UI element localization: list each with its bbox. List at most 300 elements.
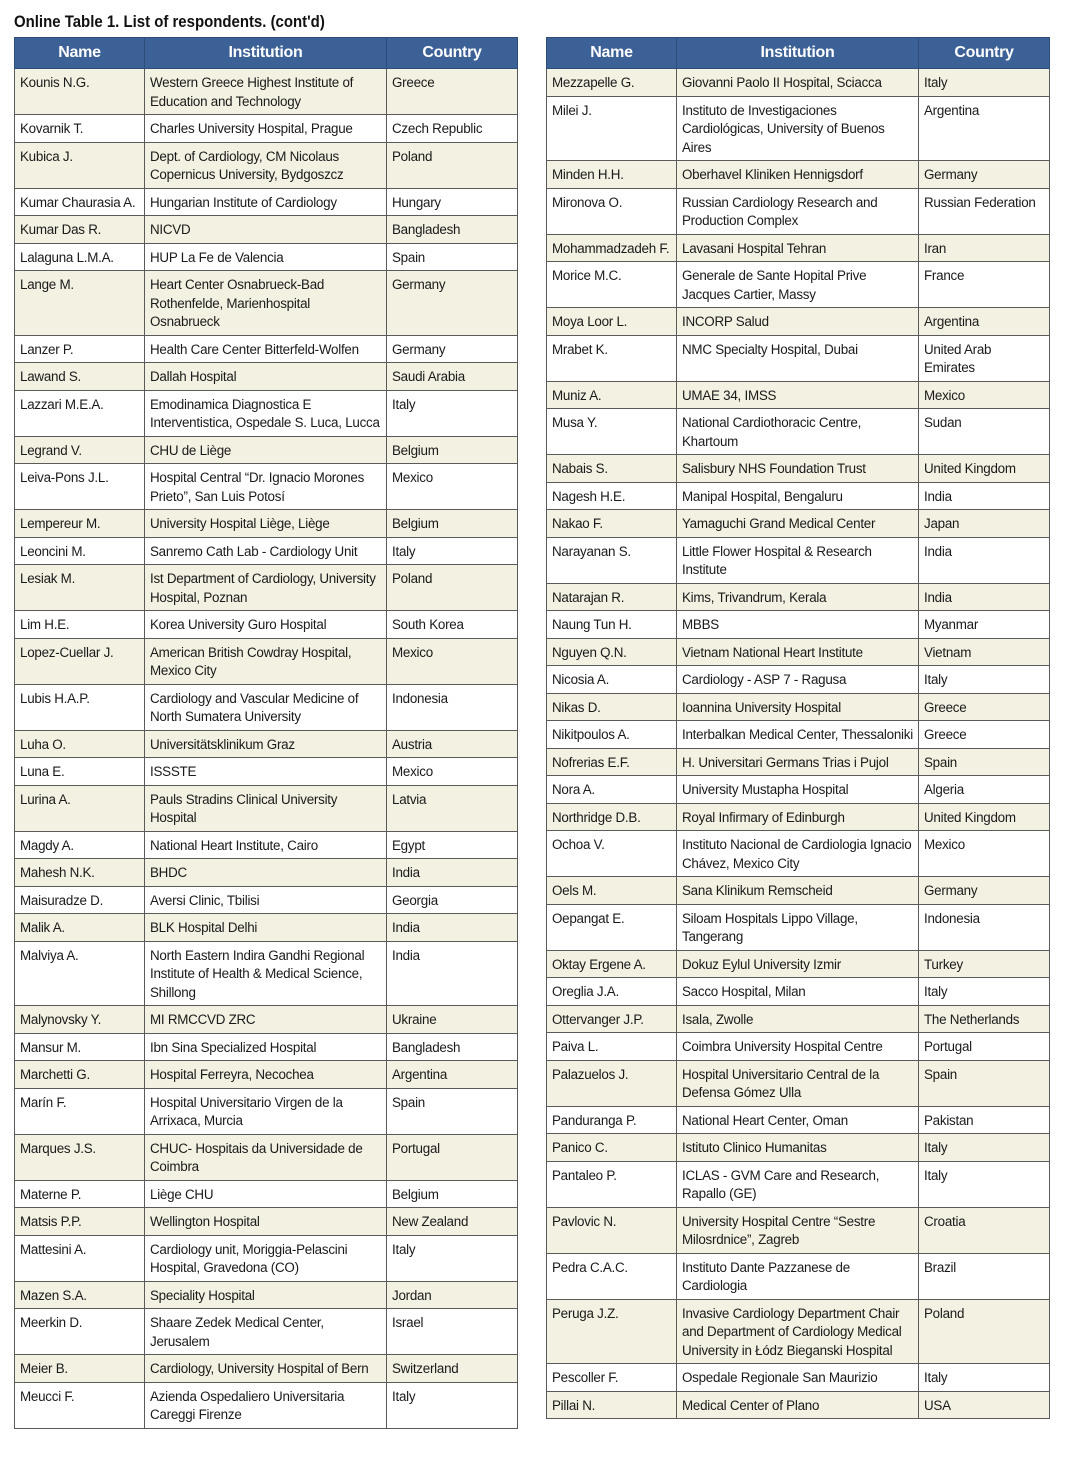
cell-institution: National Cardiothoracic Centre, Khartoum — [677, 409, 919, 455]
cell-country: USA — [919, 1391, 1050, 1419]
cell-country: Turkey — [919, 950, 1050, 978]
header-institution: Institution — [145, 38, 387, 69]
cell-country: Japan — [919, 510, 1050, 538]
cell-name: Nofrerias E.F. — [547, 748, 677, 776]
header-name: Name — [15, 38, 145, 69]
table-row — [547, 831, 1050, 877]
cell-country: Mexico — [919, 381, 1050, 409]
cell-institution: University Hospital Liège, Liège — [145, 510, 387, 538]
cell-institution: Hungarian Institute of Cardiology — [145, 188, 387, 216]
cell-name: Lesiak M. — [15, 565, 145, 611]
cell-country: Poland — [919, 1299, 1050, 1364]
cell-country: Germany — [919, 877, 1050, 905]
table-row — [15, 859, 518, 887]
cell-name: Materne P. — [15, 1180, 145, 1208]
table-row — [547, 1033, 1050, 1061]
page-title: Online Table 1. List of respondents. (cont'd) — [14, 12, 325, 31]
table-row — [15, 565, 518, 611]
cell-name: Lazzari M.E.A. — [15, 390, 145, 436]
cell-country: Italy — [919, 1134, 1050, 1162]
cell-name: Pavlovic N. — [547, 1207, 677, 1253]
cell-country: Mexico — [387, 464, 518, 510]
cell-country: Italy — [387, 1235, 518, 1281]
cell-institution: Cardiology and Vascular Medicine of North Sumatera University — [145, 684, 387, 730]
table-row — [15, 638, 518, 684]
cell-institution: Speciality Hospital — [145, 1281, 387, 1309]
table-header-row — [547, 38, 1050, 69]
cell-institution: Medical Center of Plano — [677, 1391, 919, 1419]
cell-institution: Dallah Hospital — [145, 363, 387, 391]
cell-name: Kounis N.G. — [15, 69, 145, 115]
cell-name: Mahesh N.K. — [15, 859, 145, 887]
cell-name: Legrand V. — [15, 436, 145, 464]
cell-name: Nicosia A. — [547, 666, 677, 694]
cell-institution: ICLAS - GVM Care and Research, Rapallo (GE) — [677, 1161, 919, 1207]
cell-institution: Pauls Stradins Clinical University Hospital — [145, 785, 387, 831]
cell-name: Pillai N. — [547, 1391, 677, 1419]
cell-country: Greece — [919, 721, 1050, 749]
table-row — [547, 537, 1050, 583]
header-country: Country — [919, 38, 1050, 69]
cell-country: Germany — [387, 335, 518, 363]
table-row — [15, 436, 518, 464]
table-row — [15, 1281, 518, 1309]
table-row — [15, 914, 518, 942]
cell-name: Nikas D. — [547, 693, 677, 721]
cell-institution: Isala, Zwolle — [677, 1005, 919, 1033]
cell-institution: BLK Hospital Delhi — [145, 914, 387, 942]
cell-country: Argentina — [387, 1061, 518, 1089]
cell-country: Greece — [919, 693, 1050, 721]
cell-country: Spain — [387, 243, 518, 271]
cell-institution: Hospital Central “Dr. Ignacio Morones Prieto”, San Luis Potosí — [145, 464, 387, 510]
cell-name: Pescoller F. — [547, 1364, 677, 1392]
table-row — [547, 1299, 1050, 1364]
cell-name: Malviya A. — [15, 941, 145, 1006]
cell-institution: Interbalkan Medical Center, Thessaloniki — [677, 721, 919, 749]
cell-institution: Vietnam National Heart Institute — [677, 638, 919, 666]
cell-name: Nikitpoulos A. — [547, 721, 677, 749]
cell-name: Lempereur M. — [15, 510, 145, 538]
cell-country: Indonesia — [919, 904, 1050, 950]
table-row — [15, 730, 518, 758]
table-row — [15, 69, 518, 115]
cell-country: Spain — [387, 1088, 518, 1134]
cell-name: Magdy A. — [15, 831, 145, 859]
cell-name: Moya Loor L. — [547, 308, 677, 336]
table-row — [15, 216, 518, 244]
header-country: Country — [387, 38, 518, 69]
table-body-left — [15, 69, 518, 1429]
cell-name: Oktay Ergene A. — [547, 950, 677, 978]
header-institution: Institution — [677, 38, 919, 69]
cell-institution: NICVD — [145, 216, 387, 244]
cell-name: Lim H.E. — [15, 611, 145, 639]
cell-name: Peruga J.Z. — [547, 1299, 677, 1364]
cell-country: Indonesia — [387, 684, 518, 730]
cell-name: Nagesh H.E. — [547, 482, 677, 510]
cell-name: Oepangat E. — [547, 904, 677, 950]
table-row — [15, 1134, 518, 1180]
cell-name: Kumar Das R. — [15, 216, 145, 244]
table-row — [547, 482, 1050, 510]
cell-name: Nakao F. — [547, 510, 677, 538]
respondents-table-left — [14, 37, 518, 1429]
cell-institution: CHU de Liège — [145, 436, 387, 464]
cell-institution: Wellington Hospital — [145, 1208, 387, 1236]
cell-country: Belgium — [387, 510, 518, 538]
table-row — [15, 1088, 518, 1134]
cell-name: Mansur M. — [15, 1033, 145, 1061]
table-row — [547, 1391, 1050, 1419]
cell-name: Nora A. — [547, 776, 677, 804]
table-row — [547, 638, 1050, 666]
cell-institution: CHUC- Hospitais da Universidade de Coimbra — [145, 1134, 387, 1180]
cell-name: Luna E. — [15, 758, 145, 786]
cell-country: Myanmar — [919, 611, 1050, 639]
cell-country: Italy — [919, 1364, 1050, 1392]
cell-name: Marques J.S. — [15, 1134, 145, 1180]
cell-institution: Manipal Hospital, Bengaluru — [677, 482, 919, 510]
cell-country: Germany — [387, 271, 518, 336]
cell-institution: Coimbra University Hospital Centre — [677, 1033, 919, 1061]
cell-country: The Netherlands — [919, 1005, 1050, 1033]
cell-institution: University Mustapha Hospital — [677, 776, 919, 804]
cell-name: Narayanan S. — [547, 537, 677, 583]
cell-institution: Liège CHU — [145, 1180, 387, 1208]
cell-institution: Ibn Sina Specialized Hospital — [145, 1033, 387, 1061]
cell-institution: Oberhavel Kliniken Hennigsdorf — [677, 161, 919, 189]
table-row — [547, 188, 1050, 234]
cell-institution: Salisbury NHS Foundation Trust — [677, 455, 919, 483]
cell-institution: HUP La Fe de Valencia — [145, 243, 387, 271]
cell-name: Natarajan R. — [547, 583, 677, 611]
table-row — [547, 1005, 1050, 1033]
cell-name: Muniz A. — [547, 381, 677, 409]
cell-country: Czech Republic — [387, 115, 518, 143]
table-row — [547, 234, 1050, 262]
cell-name: Pantaleo P. — [547, 1161, 677, 1207]
table-row — [15, 115, 518, 143]
table-row — [547, 308, 1050, 336]
cell-institution: Generale de Sante Hopital Prive Jacques Cartier, Massy — [677, 262, 919, 308]
header-name: Name — [547, 38, 677, 69]
cell-country: Italy — [919, 1161, 1050, 1207]
table-row — [15, 1235, 518, 1281]
cell-name: Minden H.H. — [547, 161, 677, 189]
cell-country: India — [387, 859, 518, 887]
cell-country: South Korea — [387, 611, 518, 639]
cell-country: Italy — [387, 390, 518, 436]
cell-institution: Emodinamica Diagnostica E Interventistica, Ospedale S. Luca, Lucca — [145, 390, 387, 436]
cell-name: Luha O. — [15, 730, 145, 758]
cell-institution: Royal Infirmary of Edinburgh — [677, 803, 919, 831]
cell-institution: Dept. of Cardiology, CM Nicolaus Copernicus University, Bydgoszcz — [145, 142, 387, 188]
cell-country: New Zealand — [387, 1208, 518, 1236]
table-row — [547, 1106, 1050, 1134]
cell-institution: MBBS — [677, 611, 919, 639]
cell-country: Croatia — [919, 1207, 1050, 1253]
table-row — [547, 1060, 1050, 1106]
cell-country: Spain — [919, 748, 1050, 776]
cell-country: Ukraine — [387, 1006, 518, 1034]
cell-institution: Giovanni Paolo II Hospital, Sciacca — [677, 69, 919, 97]
cell-institution: University Hospital Centre “Sestre Milosrdnice”, Zagreb — [677, 1207, 919, 1253]
table-row — [15, 243, 518, 271]
cell-name: Lurina A. — [15, 785, 145, 831]
cell-name: Mazen S.A. — [15, 1281, 145, 1309]
cell-country: Bangladesh — [387, 1033, 518, 1061]
cell-name: Kovarnik T. — [15, 115, 145, 143]
cell-country: Egypt — [387, 831, 518, 859]
cell-country: Russian Federation — [919, 188, 1050, 234]
cell-name: Lawand S. — [15, 363, 145, 391]
cell-name: Maisuradze D. — [15, 886, 145, 914]
cell-country: France — [919, 262, 1050, 308]
table-row — [547, 335, 1050, 381]
table-row — [15, 271, 518, 336]
table-row — [15, 1208, 518, 1236]
table-row — [547, 510, 1050, 538]
cell-name: Mrabet K. — [547, 335, 677, 381]
cell-institution: Russian Cardiology Research and Production Complex — [677, 188, 919, 234]
cell-name: Nguyen Q.N. — [547, 638, 677, 666]
cell-country: Portugal — [387, 1134, 518, 1180]
cell-institution: BHDC — [145, 859, 387, 887]
cell-country: Latvia — [387, 785, 518, 831]
table-row — [15, 335, 518, 363]
cell-country: Italy — [919, 69, 1050, 97]
cell-country: Israel — [387, 1309, 518, 1355]
cell-country: Pakistan — [919, 1106, 1050, 1134]
table-row — [547, 904, 1050, 950]
table-row — [547, 950, 1050, 978]
table-row — [15, 142, 518, 188]
cell-country: Germany — [919, 161, 1050, 189]
cell-institution: ISSSTE — [145, 758, 387, 786]
cell-institution: National Heart Center, Oman — [677, 1106, 919, 1134]
table-row — [15, 510, 518, 538]
table-row — [547, 1253, 1050, 1299]
cell-institution: Aversi Clinic, Tbilisi — [145, 886, 387, 914]
cell-name: Palazuelos J. — [547, 1060, 677, 1106]
table-row — [15, 886, 518, 914]
cell-institution: North Eastern Indira Gandhi Regional Institute of Health & Medical Science, Shillong — [145, 941, 387, 1006]
cell-institution: Instituto Dante Pazzanese de Cardiologia — [677, 1253, 919, 1299]
table-row — [15, 188, 518, 216]
cell-country: Sudan — [919, 409, 1050, 455]
table-row — [547, 978, 1050, 1006]
table-row — [15, 1180, 518, 1208]
table-row — [15, 537, 518, 565]
cell-country: India — [387, 941, 518, 1006]
cell-country: Hungary — [387, 188, 518, 216]
cell-institution: Hospital Universitario Central de la Defensa Gómez Ulla — [677, 1060, 919, 1106]
table-row — [547, 1161, 1050, 1207]
cell-country: India — [919, 537, 1050, 583]
cell-institution: Kims, Trivandrum, Kerala — [677, 583, 919, 611]
table-row — [547, 1134, 1050, 1162]
cell-institution: Ist Department of Cardiology, University Hospital, Poznan — [145, 565, 387, 611]
cell-name: Mezzapelle G. — [547, 69, 677, 97]
table-row — [547, 1364, 1050, 1392]
cell-name: Morice M.C. — [547, 262, 677, 308]
cell-country: India — [387, 914, 518, 942]
cell-country: Vietnam — [919, 638, 1050, 666]
cell-name: Lopez-Cuellar J. — [15, 638, 145, 684]
table-row — [547, 776, 1050, 804]
table-body-right — [547, 69, 1050, 1419]
table-row — [547, 262, 1050, 308]
table-row — [15, 1033, 518, 1061]
table-row — [547, 1207, 1050, 1253]
cell-institution: UMAE 34, IMSS — [677, 381, 919, 409]
cell-name: Mattesini A. — [15, 1235, 145, 1281]
cell-country: Greece — [387, 69, 518, 115]
table-row — [547, 583, 1050, 611]
cell-country: Mexico — [387, 758, 518, 786]
cell-name: Leoncini M. — [15, 537, 145, 565]
cell-country: Belgium — [387, 1180, 518, 1208]
cell-institution: American British Cowdray Hospital, Mexico City — [145, 638, 387, 684]
table-row — [547, 666, 1050, 694]
table-row — [15, 1061, 518, 1089]
cell-institution: Hospital Ferreyra, Necochea — [145, 1061, 387, 1089]
cell-name: Lange M. — [15, 271, 145, 336]
table-row — [15, 1006, 518, 1034]
cell-name: Meucci F. — [15, 1382, 145, 1428]
table-header-row — [15, 38, 518, 69]
cell-institution: Ioannina University Hospital — [677, 693, 919, 721]
cell-institution: Siloam Hospitals Lippo Village, Tangerang — [677, 904, 919, 950]
cell-country: United Kingdom — [919, 455, 1050, 483]
table-row — [547, 161, 1050, 189]
cell-name: Lubis H.A.P. — [15, 684, 145, 730]
cell-country: Bangladesh — [387, 216, 518, 244]
table-row — [547, 409, 1050, 455]
cell-name: Ochoa V. — [547, 831, 677, 877]
cell-country: Italy — [919, 666, 1050, 694]
cell-institution: Hospital Universitario Virgen de la Arrixaca, Murcia — [145, 1088, 387, 1134]
cell-name: Meier B. — [15, 1355, 145, 1383]
table-row — [15, 831, 518, 859]
cell-country: Switzerland — [387, 1355, 518, 1383]
cell-name: Kubica J. — [15, 142, 145, 188]
cell-institution: Lavasani Hospital Tehran — [677, 234, 919, 262]
table-row — [547, 69, 1050, 97]
cell-country: Mexico — [919, 831, 1050, 877]
cell-institution: Dokuz Eylul University Izmir — [677, 950, 919, 978]
cell-institution: Charles University Hospital, Prague — [145, 115, 387, 143]
cell-name: Milei J. — [547, 96, 677, 161]
table-row — [547, 721, 1050, 749]
cell-name: Paiva L. — [547, 1033, 677, 1061]
cell-name: Panduranga P. — [547, 1106, 677, 1134]
table-row — [547, 877, 1050, 905]
cell-institution: Cardiology - ASP 7 - Ragusa — [677, 666, 919, 694]
cell-institution: Cardiology unit, Moriggia-Pelascini Hospital, Gravedona (CO) — [145, 1235, 387, 1281]
table-row — [15, 785, 518, 831]
table-row — [547, 611, 1050, 639]
cell-country: Saudi Arabia — [387, 363, 518, 391]
cell-country: Georgia — [387, 886, 518, 914]
cell-institution: Sana Klinikum Remscheid — [677, 877, 919, 905]
cell-institution: NMC Specialty Hospital, Dubai — [677, 335, 919, 381]
cell-institution: Cardiology, University Hospital of Bern — [145, 1355, 387, 1383]
cell-institution: Health Care Center Bitterfeld-Wolfen — [145, 335, 387, 363]
cell-country: Belgium — [387, 436, 518, 464]
cell-name: Oels M. — [547, 877, 677, 905]
respondents-table-right — [546, 37, 1050, 1419]
cell-country: Iran — [919, 234, 1050, 262]
cell-country: Italy — [919, 978, 1050, 1006]
table-row — [547, 803, 1050, 831]
cell-country: Mexico — [387, 638, 518, 684]
cell-institution: Ospedale Regionale San Maurizio — [677, 1364, 919, 1392]
cell-name: Panico C. — [547, 1134, 677, 1162]
cell-name: Mironova O. — [547, 188, 677, 234]
cell-country: Algeria — [919, 776, 1050, 804]
cell-institution: Heart Center Osnabrueck-Bad Rothenfelde, Marienhospital Osnabrueck — [145, 271, 387, 336]
cell-institution: Invasive Cardiology Department Chair and Department of Cardiology Medical University in Łódz Bieganski Hospital — [677, 1299, 919, 1364]
cell-name: Malik A. — [15, 914, 145, 942]
cell-institution: Instituto de Investigaciones Cardiológicas, University of Buenos Aires — [677, 96, 919, 161]
cell-name: Naung Tun H. — [547, 611, 677, 639]
cell-name: Oreglia J.A. — [547, 978, 677, 1006]
table-row — [547, 96, 1050, 161]
cell-name: Lanzer P. — [15, 335, 145, 363]
table-row — [15, 464, 518, 510]
table-row — [547, 455, 1050, 483]
cell-institution: Azienda Ospedaliero Universitaria Careggi Firenze — [145, 1382, 387, 1428]
cell-institution: Little Flower Hospital & Research Institute — [677, 537, 919, 583]
cell-name: Mohammadzadeh F. — [547, 234, 677, 262]
cell-institution: Instituto Nacional de Cardiologia Ignacio Chávez, Mexico City — [677, 831, 919, 877]
table-row — [15, 941, 518, 1006]
cell-name: Pedra C.A.C. — [547, 1253, 677, 1299]
cell-country: United Kingdom — [919, 803, 1050, 831]
cell-institution: Sanremo Cath Lab - Cardiology Unit — [145, 537, 387, 565]
cell-institution: H. Universitari Germans Trias i Pujol — [677, 748, 919, 776]
cell-institution: Shaare Zedek Medical Center, Jerusalem — [145, 1309, 387, 1355]
table-row — [15, 390, 518, 436]
table-row — [547, 748, 1050, 776]
cell-institution: Universitätsklinikum Graz — [145, 730, 387, 758]
cell-country: United Arab Emirates — [919, 335, 1050, 381]
cell-institution: Yamaguchi Grand Medical Center — [677, 510, 919, 538]
cell-country: Argentina — [919, 96, 1050, 161]
table-row — [15, 684, 518, 730]
cell-name: Meerkin D. — [15, 1309, 145, 1355]
cell-name: Nabais S. — [547, 455, 677, 483]
cell-name: Lalaguna L.M.A. — [15, 243, 145, 271]
cell-institution: Korea University Guro Hospital — [145, 611, 387, 639]
cell-name: Malynovsky Y. — [15, 1006, 145, 1034]
table-row — [547, 381, 1050, 409]
cell-country: Poland — [387, 142, 518, 188]
table-row — [15, 1355, 518, 1383]
cell-institution: MI RMCCVD ZRC — [145, 1006, 387, 1034]
table-row — [15, 1382, 518, 1428]
cell-country: India — [919, 482, 1050, 510]
cell-country: India — [919, 583, 1050, 611]
cell-name: Marín F. — [15, 1088, 145, 1134]
cell-country: Brazil — [919, 1253, 1050, 1299]
cell-country: Austria — [387, 730, 518, 758]
cell-country: Portugal — [919, 1033, 1050, 1061]
table-row — [15, 363, 518, 391]
cell-institution: Western Greece Highest Institute of Education and Technology — [145, 69, 387, 115]
